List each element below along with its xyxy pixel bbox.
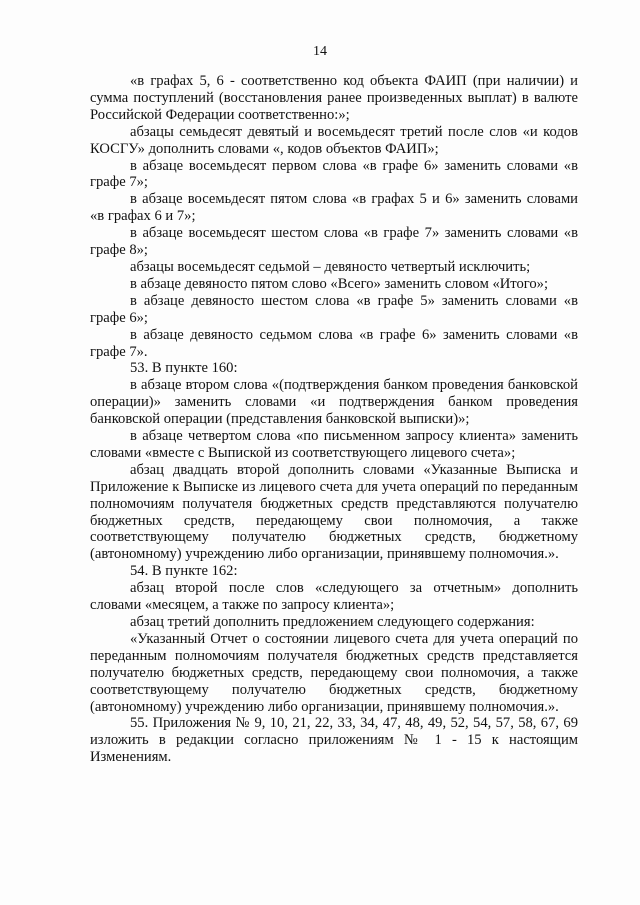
paragraph: абзац двадцать второй дополнить словами «Указанные Выписка и Приложение к Выписке из лицевого счета для учета операций по переданным полномочиям получателя бюджетных средств представляются получателю бюджетных средств, передающему свои полномочия, а также соответствующему получателю бюджетных средств, бюджетному (автономному) учреждению либо организации, принявшему полномочия.».: [90, 461, 578, 563]
section-heading: 53. В пункте 160:: [130, 360, 238, 377]
paragraph: в абзаце девяносто седьмом слова «в графе 6» заменить словами «в графе 7».: [90, 326, 578, 360]
document-body: [90, 73, 578, 766]
paragraph: в абзаце восемьдесят шестом слова «в графе 7» заменить словами «в графе 8»;: [90, 225, 578, 259]
paragraph: в абзаце восемьдесят пятом слова «в графах 5 и 6» заменить словами «в графах 6 и 7»;: [90, 191, 578, 225]
paragraph: 55. Приложения № 9, 10, 21, 22, 33, 34, 47, 48, 49, 52, 54, 57, 58, 67, 69 изложить в редакции согласно приложениям № 1 - 15 к настоящим Изменениям.: [90, 715, 578, 766]
paragraph: «в графах 5, 6 - соответственно код объекта ФАИП (при наличии) и сумма поступлений (восстановления ранее произведенных выплат) в валюте Российской Федерации соответственно:»;: [90, 73, 578, 123]
paragraph: «Указанный Отчет о состоянии лицевого счета для учета операций по переданным полномочиям получателя бюджетных средств представляется получателю бюджетных средств, передающему свои полномочия, а также соответствующему получателю бюджетных средств, бюджетному (автономному) учреждению либо организации, принявшему полномочия.».: [90, 630, 578, 715]
paragraph: абзацы семьдесят девятый и восемьдесят третий после слов «и кодов КОСГУ» дополнить словами «, кодов объектов ФАИП»;: [90, 123, 578, 157]
paragraph: в абзаце девяносто пятом слово «Всего» заменить словом «Итого»;: [130, 275, 549, 292]
paragraph: в абзаце восемьдесят первом слова «в графе 6» заменить словами «в графе 7»;: [90, 157, 578, 191]
page-number: 14: [313, 44, 327, 59]
paragraph: в абзаце девяносто шестом слова «в графе 5» заменить словами «в графе 6»;: [90, 292, 578, 326]
paragraph: абзацы восемьдесят седьмой – девяносто четвертый исключить;: [130, 258, 531, 275]
paragraph: в абзаце четвертом слова «по письменном запросу клиента» заменить словами «вместе с Выпиской из соответствующего лицевого счета»;: [90, 428, 578, 461]
paragraph: в абзаце втором слова «(подтверждения банком проведения банковской операции)» заменить словами «и подтверждения банком проведения банковской операции (представления банковской выписки)»;: [90, 377, 578, 428]
paragraph: абзац третий дополнить предложением следующего содержания:: [130, 614, 535, 630]
section-heading: 54. В пункте 162:: [130, 563, 238, 580]
paragraph: абзац второй после слов «следующего за отчетным» дополнить словами «месяцем, а также по запросу клиента»;: [90, 580, 578, 614]
